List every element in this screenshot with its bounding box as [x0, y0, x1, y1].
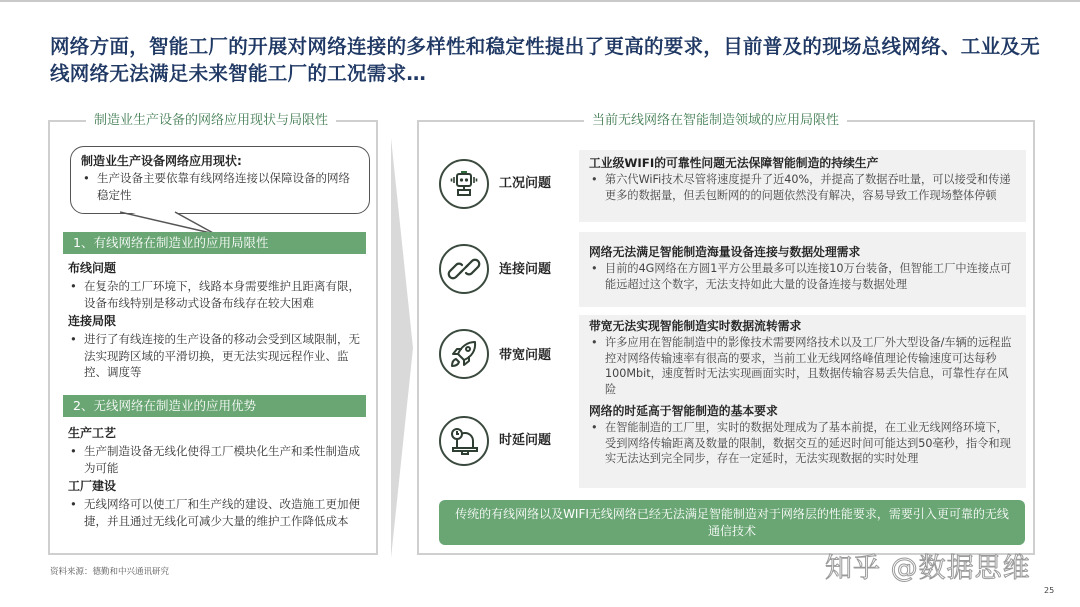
- bullet-icon: •: [591, 421, 598, 434]
- issue-box-latency: 网络的时延高于智能制造的基本要求 • 在智能制造的工厂里，实时的数据处理成为了基本前提，在工业无线网络环境下，受到网络传输距离及数量的限制，数据交互的延迟时间可能达到50毫秒，指令和现实无法达到完全同步，存在一定延时，无法实现数据的实时处理: [579, 400, 1026, 488]
- bullet-icon: •: [83, 171, 90, 185]
- left-panel-heading: 制造业生产设备的网络应用现状与局限性: [86, 112, 336, 130]
- bullet-icon: •: [70, 279, 77, 293]
- rocket-icon: [439, 329, 489, 379]
- robot-icon: [439, 159, 489, 209]
- source-note: 资料来源：德勤和中兴通讯研究: [50, 567, 170, 577]
- bullet-connection-limits: • 进行了有线连接的生产设备的移动会受到区域限制，无法实现跨区域的平滑切换，更无法实现远程作业、监控、调度等: [70, 332, 360, 379]
- subheading-connection-limits: 连接局限: [68, 314, 117, 328]
- row-label-working-conditions: 工况问题: [499, 176, 552, 191]
- status-callout: [70, 146, 370, 214]
- alarm-bell-icon: [439, 416, 489, 466]
- issue-box-bandwidth: 带宽无法实现智能制造实时数据流转需求 • 许多应用在智能制造中的影像技术需要网络技术以及工厂外大型设备/车辆的远程监控对网络传输速率有很高的要求，当前工业无线网络峰值理论传输速度可达每秒100Mbit，速度暂时无法实现画面实时，且数据传输容易丢失信息，可靠性存在风险: [579, 315, 1026, 403]
- row-label-latency: 时延问题: [499, 433, 552, 448]
- callout-title: 制造业生产设备网络应用现状:: [81, 154, 242, 168]
- row-label-bandwidth: 带宽问题: [499, 348, 552, 363]
- bullet-icon: •: [591, 262, 598, 275]
- watermark: 知乎 @数据思维: [825, 553, 1031, 584]
- subheading-production-process: 生产工艺: [68, 426, 117, 440]
- issue-box-working-conditions: 工业级WIFI的可靠性问题无法保障智能制造的持续生产 • 第六代WiFi技术尽管将速度提升了近40%，并提高了数据吞吐量，可以接受和传递更多的数据量，但丢包断网的的问题依然没有解决，容易导致工作现场整体停顿: [579, 150, 1026, 222]
- bullet-icon: •: [70, 497, 77, 511]
- link-icon: [439, 244, 489, 294]
- bullet-icon: •: [591, 173, 598, 186]
- callout-bullet: • 生产设备主要依靠有线网络连接以保障设备的网络稳定性: [83, 171, 350, 202]
- bullet-factory-construction: • 无线网络可以使工厂和生产线的建设、改造施工更加便捷，并且通过无线化可减少大量的维护工作降低成本: [70, 497, 360, 528]
- bullet-production-process: • 生产制造设备无线化使得工厂模块化生产和柔性制造成为可能: [70, 444, 360, 475]
- top-divider: [0, 0, 1080, 2]
- right-panel-heading: 当前无线网络在智能制造领域的应用局限性: [584, 112, 847, 130]
- section-bar-wireless-advantages: 2、无线网络在制造业的应用优势: [63, 395, 366, 417]
- bullet-wiring: • 在复杂的工厂环境下，线路本身需要维护且距离有限，设备布线特别是移动式设备布线存在较大困难: [70, 279, 360, 310]
- page-number: 25: [1044, 586, 1055, 595]
- right-panel: [417, 113, 1035, 555]
- issue-box-connectivity: 网络无法满足智能制造海量设备连接与数据处理需求 • 目前的4G网络在方圆1平方公里最多可以连接10万台装备，但智能工厂中连接点可能远超过这个数字，无法支持如此大量的设备连接与数据处理: [579, 232, 1026, 307]
- conclusion-banner: 传统的有线网络以及WIFI无线网络已经无法满足智能制造对于网络层的性能要求，需要引入更可靠的无线通信技术: [439, 500, 1025, 545]
- subheading-factory-construction: 工厂建设: [68, 479, 117, 493]
- bullet-icon: •: [70, 444, 77, 458]
- chevron-right-arrow-icon: [391, 138, 415, 558]
- page-title: 网络方面，智能工厂的开展对网络连接的多样性和稳定性提出了更高的要求，目前普及的现场总线网络、工业及无线网络无法满足未来智能工厂的工况需求…: [50, 35, 1041, 85]
- bullet-icon: •: [70, 332, 77, 346]
- left-panel: [48, 113, 378, 555]
- subheading-wiring: 布线问题: [68, 261, 117, 275]
- section-bar-wired-limitations: 1、有线网络在制造业的应用局限性: [63, 232, 366, 254]
- bullet-icon: •: [591, 336, 598, 349]
- row-label-connectivity: 连接问题: [499, 262, 552, 277]
